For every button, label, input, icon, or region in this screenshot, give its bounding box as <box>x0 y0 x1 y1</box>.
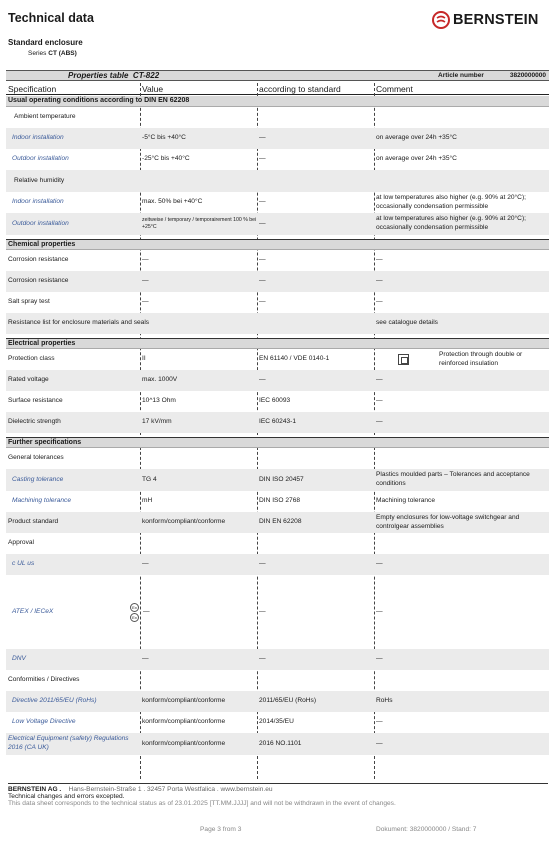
col-value: Value <box>142 84 164 94</box>
table-cell: max. 1000V <box>142 376 178 384</box>
table-cell: Relative humidity <box>14 176 65 184</box>
footer <box>8 783 548 807</box>
table-row <box>6 712 549 733</box>
table-cell: Surface resistance <box>8 397 63 405</box>
footer-address: Hans-Bernstein-Straße 1 . 32457 Porta Westfalica . www.bernstein.eu <box>68 786 273 793</box>
table-cell: Product standard <box>8 518 59 526</box>
table-row <box>6 412 549 433</box>
section-electrical <box>6 338 549 349</box>
table-cell: — <box>142 560 149 568</box>
table-cell: 2014/35/EU <box>259 718 294 726</box>
table-cell: — <box>142 277 149 285</box>
table-cell: — <box>376 718 383 726</box>
iecex-ex-icon: Ex <box>130 613 139 622</box>
properties-table-title: Properties table CT-822 <box>68 71 160 80</box>
table-row <box>6 670 549 691</box>
col-spec: Specification <box>8 84 57 94</box>
document-number: Dokument: 3820000000 / Stand: 7 <box>376 826 477 833</box>
table-row <box>6 149 549 170</box>
table-cell: — <box>259 256 266 264</box>
table-cell: — <box>376 256 383 264</box>
table-cell: — <box>376 298 383 306</box>
table-cell: — <box>259 134 266 142</box>
ex-icons <box>130 603 139 622</box>
table-row <box>6 691 549 712</box>
table-cell: Protection through double or reinforced insulation <box>376 349 548 370</box>
properties-bar <box>6 70 549 81</box>
table-cell: on average over 24h +35°C <box>376 134 457 142</box>
table-row <box>6 170 549 192</box>
table-cell: IEC 60243-1 <box>259 418 297 426</box>
table-cell: — <box>259 376 266 384</box>
table-cell: -5°C bis +40°C <box>142 134 186 142</box>
article-number-value: 3820000000 <box>509 72 546 79</box>
protection-class-icon <box>398 354 409 365</box>
table-row <box>6 533 549 554</box>
table-cell: Dielectric strength <box>8 418 61 426</box>
table-cell: TG 4 <box>142 475 157 483</box>
table-cell: — <box>376 739 383 747</box>
section-further <box>6 437 549 448</box>
header-subtitle: Standard enclosure <box>8 38 83 47</box>
table-cell: Ambient temperature <box>14 113 76 121</box>
table-cell: — <box>142 256 149 264</box>
table-cell: Electrical Equipment (safety) Regulations 2016 (CA UK) <box>8 735 129 751</box>
table-cell: Plastics moulded parts – Tolerances and acceptance conditions <box>376 471 530 487</box>
table-cell: Usual operating conditions according to DIN EN 62208 <box>8 97 190 105</box>
table-cell: Conformities / Directives <box>8 676 80 684</box>
column-headers <box>6 83 549 95</box>
series-label: Series <box>28 50 47 57</box>
table-cell: — <box>259 655 266 663</box>
logo-text: BERNSTEIN <box>453 12 539 28</box>
table-cell: — <box>376 376 383 384</box>
table-cell: — <box>376 397 383 405</box>
footer-status-note: This data sheet corresponds to the technical status as of 23.01.2025 [TT.MM.JJJJ] and will not be withdrawn in the event of changes. <box>8 800 396 807</box>
table-cell: 17 kV/mm <box>142 418 172 426</box>
table-cell: — <box>259 219 266 227</box>
article-number-label: Article number <box>438 72 484 79</box>
section-usual <box>6 96 549 107</box>
table-row <box>6 554 549 575</box>
table-row <box>6 649 549 670</box>
table-cell: Empty enclosures for low-voltage switchgear and controlgear assemblies <box>376 513 520 530</box>
table-cell: konform/compliant/conforme <box>142 739 226 747</box>
table-cell: — <box>142 655 149 663</box>
table-cell: Directive 2011/65/EU (RoHs) <box>12 697 97 705</box>
table-cell: DIN ISO 20457 <box>259 475 304 483</box>
table-cell: 10^13 Ohm <box>142 397 176 405</box>
table-cell: Further specifications <box>8 438 82 446</box>
table-cell: konform/compliant/conforme <box>142 697 226 705</box>
table-row <box>6 733 549 755</box>
table-cell: Indoor installation <box>12 198 64 206</box>
table-cell: on average over 24h +35°C <box>376 155 457 163</box>
table-cell: zeitweise / temporary / temporairement 100 % bei +25°C <box>142 216 257 230</box>
table-cell: 2016 NO.1101 <box>259 739 302 747</box>
table-cell: max. 50% bei +40°C <box>142 198 203 206</box>
table-cell: Electrical properties <box>8 339 76 347</box>
table-cell: II <box>142 355 146 363</box>
table-cell: Salt spray test <box>8 298 50 306</box>
footer-disclaimer: Technical changes and errors excepted. <box>8 793 125 800</box>
table-cell: ATEX / IECeX <box>12 607 54 615</box>
table-cell: Ex Ex — <box>142 575 258 649</box>
table-cell: konform/compliant/conforme <box>142 518 226 526</box>
table-cell: Outdoor installation <box>12 219 69 227</box>
table-cell: — <box>376 655 383 663</box>
table-cell: 2011/65/EU (RoHs) <box>259 697 317 705</box>
table-cell: Casting tolerance <box>12 475 64 483</box>
series-line <box>28 50 77 57</box>
table-cell: RoHs <box>376 697 393 705</box>
table-cell: c UL us <box>12 560 35 568</box>
table-cell: at low temperatures also higher (e.g. 90% at 20°C); occasionally condensation permissible <box>376 215 526 231</box>
table-row <box>6 107 549 128</box>
table-cell: Rated voltage <box>8 376 49 384</box>
table-row <box>6 575 549 649</box>
footer-company: BERNSTEIN AG . <box>8 786 62 793</box>
table-cell: Outdoor installation <box>12 155 69 163</box>
table-row <box>6 469 549 491</box>
spec-table <box>6 96 549 755</box>
table-row <box>6 349 549 370</box>
table-cell: Chemical properties <box>8 240 76 248</box>
table-cell: Machining tolerance <box>12 497 72 505</box>
table-cell: — <box>259 198 266 206</box>
table-cell: — <box>376 277 383 285</box>
table-cell: see catalogue details <box>376 319 438 327</box>
table-row <box>6 448 549 469</box>
table-cell: — <box>142 298 149 306</box>
table-cell: DIN ISO 2768 <box>259 497 301 505</box>
table-cell: — <box>376 418 383 426</box>
table-cell: -25°C bis +40°C <box>142 155 190 163</box>
table-row <box>6 370 549 391</box>
table-cell: — <box>259 298 266 306</box>
table-cell: Low Voltage Directive <box>12 718 76 726</box>
table-cell: — <box>259 155 266 163</box>
series-value: CT (ABS) <box>48 50 77 57</box>
table-cell: — <box>376 560 383 568</box>
table-cell: Resistance list for enclosure materials and seals <box>8 319 150 327</box>
table-row <box>6 391 549 412</box>
table-cell: DIN EN 62208 <box>259 518 302 526</box>
table-cell: General tolerances <box>8 454 64 462</box>
table-cell: DNV <box>12 655 26 663</box>
table-cell: EN 61140 / VDE 0140-1 <box>259 355 330 363</box>
table-cell: at low temperatures also higher (e.g. 90% at 20°C); occasionally condensation permissible <box>376 193 526 210</box>
header-title: Technical data <box>8 11 94 25</box>
table-row <box>6 292 549 313</box>
table-cell: Approval <box>8 539 35 547</box>
table-cell: — <box>259 607 266 615</box>
table-cell: Machining tolerance <box>376 497 436 505</box>
table-cell: — <box>259 277 266 285</box>
table-cell: — <box>259 560 266 568</box>
section-chemical <box>6 239 549 250</box>
table-cell: Corrosion resistance <box>8 256 69 264</box>
col-comment: Comment <box>376 84 413 94</box>
table-row <box>6 250 549 271</box>
table-row <box>6 213 549 235</box>
table-row <box>6 192 549 213</box>
table-row <box>6 491 549 512</box>
table-cell: mH <box>142 497 153 505</box>
table-row <box>6 128 549 149</box>
table-row <box>6 271 549 292</box>
table-cell: Corrosion resistance <box>8 277 69 285</box>
table-cell: konform/compliant/conforme <box>142 718 226 726</box>
page-number: Page 3 from 3 <box>200 826 242 833</box>
table-cell: IEC 60093 <box>259 397 291 405</box>
table-cell: Protection class <box>8 355 55 363</box>
table-cell: Indoor installation <box>12 134 64 142</box>
bernstein-logo-icon <box>432 11 450 29</box>
col-standard: according to standard <box>259 84 341 94</box>
atex-ex-icon: Ex <box>130 603 139 612</box>
table-row <box>6 313 549 334</box>
table-row <box>6 512 549 533</box>
bernstein-logo <box>432 11 539 29</box>
table-cell: — <box>376 607 383 615</box>
